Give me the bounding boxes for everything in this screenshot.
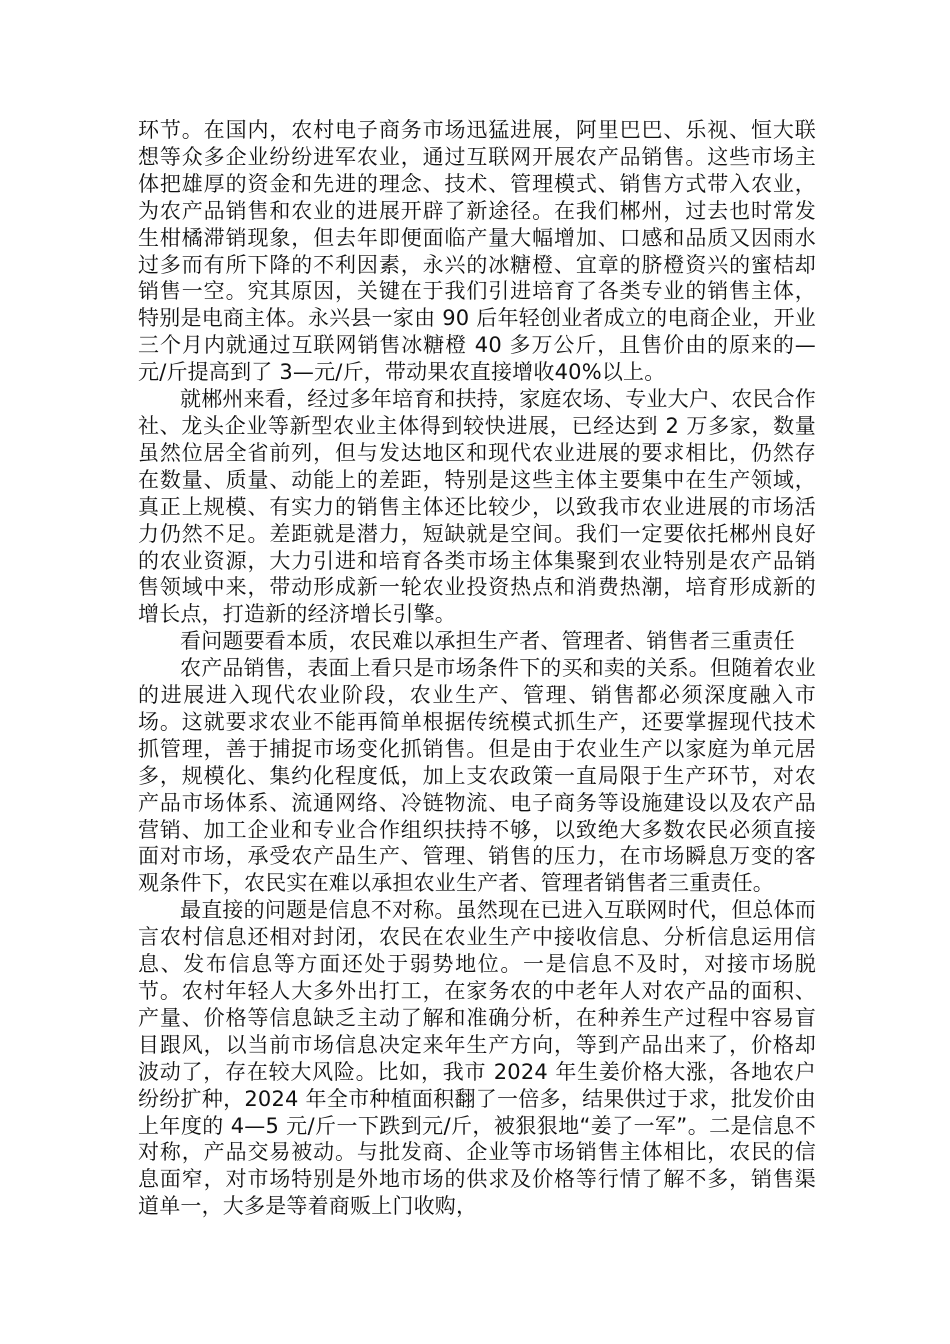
paragraph-1: 环节。在国内，农村电子商务市场迅猛进展，阿里巴巴、乐视、恒大联想等众多企业纷纷进军农业，通过互联网开展农产品销售。这些市场主体把雄厚的资金和先进的理念、技术、管理模式、销售方式带入农业，为农产品销售和农业的进展开辟了新途径。在我们郴州，过去也时常发生柑橘滞销现象，但去年即便面临产量大幅增加、口感和品质又因雨水过多而有所下降的不利因素，永兴的冰糖橙、宜章的脐橙资兴的蜜桔却销售一空。究其原因，关键在于我们引进培育了各类专业的销售主体，特别是电商主体。永兴县一家由 90 后年轻创业者成立的电商企业，开业三个月内就通过互联网销售冰糖橙 40 多万公斤，且售价由的原来的—元/斤提高到了 3—元/斤，带动果农直接增收40%以上。 (138, 118, 816, 385)
document-body (138, 117, 816, 1220)
paragraph-4: 最直接的问题是信息不对称。虽然现在已进入互联网时代，但总体而言农村信息还相对封闭，农民在农业生产中接收信息、分析信息运用信息、发布信息等方面还处于弱势地位。一是信息不及时，对接市场脱节。农村年轻人大多外出打工，在家务农的中老年人对农产品的面积、产量、价格等信息缺乏主动了解和准确分析，在种养生产过程中容易盲目跟风，以当前市场信息决定来年生产方向，等到产品出来了，价格却波动了，存在较大风险。比如，我市 2024 年生姜价格大涨，各地农户纷纷扩种，2024 年全市种植面积翻了一倍多，结果供过于求，批发价由上年度的 4—5 元/斤一下跌到元/斤，被狠狠地“姜了一军”。二是信息不对称，产品交易被动。与批发商、企业等市场销售主体相比，农民的信息面窄，对市场特别是外地市场的供求及价格等行情了解不多，销售渠道单一，大多是等着商贩上门收购， (138, 898, 816, 1219)
section-heading: 看问题要看本质，农民难以承担生产者、管理者、销售者三重责任 (180, 629, 795, 654)
paragraph-3: 农产品销售，表面上看只是市场条件下的买和卖的关系。但随着农业的进展进入现代农业阶段，农业生产、管理、销售都必须深度融入市场。这就要求农业不能再简单根据传统模式抓生产，还要掌握现代技术抓管理，善于捕捉市场变化抓销售。但是由于农业生产以家庭为单元居多，规模化、集约化程度低，加上支农政策一直局限于生产环节，对农产品市场体系、流通网络、冷链物流、电子商务等设施建设以及农产品营销、加工企业和专业合作组织扶持不够，以致绝大多数农民必须直接面对市场，承受农产品生产、管理、销售的压力，在市场瞬息万变的客观条件下，农民实在难以承担农业生产者、管理者销售者三重责任。 (138, 656, 816, 896)
paragraph-2: 就郴州来看，经过多年培育和扶持，家庭农场、专业大户、农民合作社、龙头企业等新型农业主体得到较快进展，已经达到 2 万多家，数量虽然位居全省前列，但与发达地区和现代农业进展的要求相比，仍然存在数量、质量、动能上的差距，特别是这些主体主要集中在生产领域，真正上规模、有实力的销售主体还比较少，以致我市农业进展的市场活力仍然不足。差距就是潜力，短缺就是空间。我们一定要依托郴州良好的农业资源，大力引进和培育各类市场主体集聚到农业特别是农产品销售领域中来，带动形成新一轮农业投资热点和消费热潮，培育形成新的增长点，打造新的经济增长引擎。 (138, 387, 816, 627)
